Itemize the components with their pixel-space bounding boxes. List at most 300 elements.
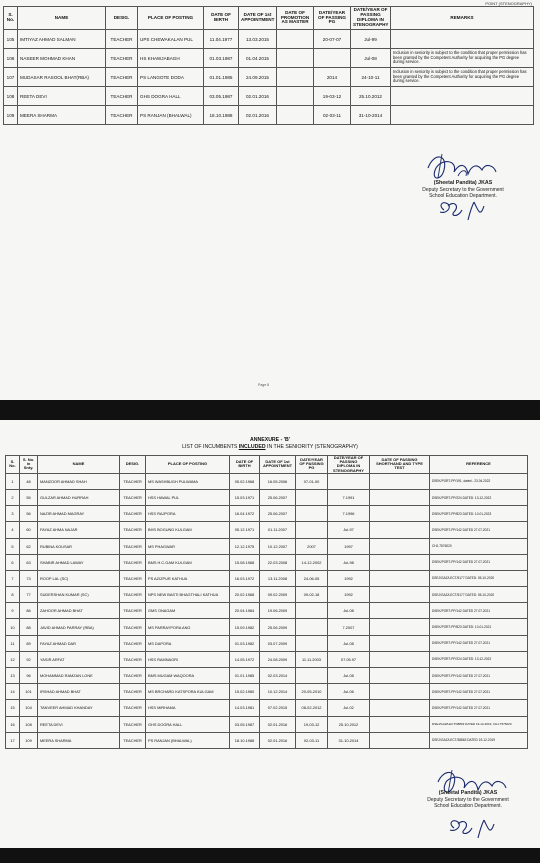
- cell-dob: 01.03.1987: [204, 49, 239, 68]
- column-header: DESIG.: [106, 7, 138, 30]
- cell-place: HSS RAJPORA: [146, 506, 230, 522]
- cell-place: HSS RAMNAGRI: [146, 651, 230, 667]
- cell-sno: 105: [4, 30, 18, 49]
- cell-snty: 92: [20, 651, 38, 667]
- column-header: DATE OF 1st APPOINTMENT: [239, 7, 277, 30]
- cell-steno: 25.10.2012: [351, 87, 391, 106]
- cell-appt: 02.03.2014: [260, 668, 296, 684]
- signatory-name: (Sheetal Pandita) JKAS: [438, 790, 498, 796]
- page-number: Page 8: [258, 383, 270, 387]
- cell-shorthand: [370, 635, 430, 651]
- cell-dob: 15.02.1980: [230, 684, 260, 700]
- cell-appt: 24.09.2015: [239, 68, 277, 87]
- cell-snty: 88: [20, 619, 38, 635]
- signatory-title: Deputy Secretary to the Government: [422, 186, 504, 193]
- cell-desig: TEACHER: [120, 522, 146, 538]
- cell-dob: 01.03.1982: [230, 635, 260, 651]
- cell-sno: 15: [6, 700, 20, 716]
- cell-desig: TEACHER: [106, 30, 138, 49]
- table-row: [6, 732, 528, 748]
- cell-snty: 63: [20, 554, 38, 570]
- table-row: [4, 87, 534, 106]
- cell-shorthand: [370, 473, 430, 489]
- cell-shorthand: [370, 716, 430, 732]
- annexure-subtitle: [0, 444, 540, 451]
- signatory-department: School Education Department.: [429, 192, 497, 199]
- cell-appt: 01.04.2015: [239, 49, 277, 68]
- table-row: [6, 716, 528, 732]
- cell-dob: 18.10.1988: [204, 106, 239, 125]
- cell-snty: 101: [20, 684, 38, 700]
- cell-snty: 62: [20, 538, 38, 554]
- cell-ref: DSEK/PORT-PP/142 DATED 27.07.2021: [430, 522, 528, 538]
- cell-steno: 1992: [328, 570, 370, 586]
- annexure-heading: [0, 437, 540, 451]
- signature-block-2: [408, 770, 528, 850]
- cell-place: UPS CHEWAKALAN PUL: [138, 30, 204, 49]
- cell-desig: TEACHER: [120, 732, 146, 748]
- cell-pg: 08-02-2012: [296, 700, 328, 716]
- cell-dob: 12.12.1975: [230, 538, 260, 554]
- cell-desig: TEACHER: [120, 635, 146, 651]
- table-row: [4, 30, 534, 49]
- cell-dob: 01.01.1985: [204, 68, 239, 87]
- cell-place: MS WASHBUGH PULWAMA: [146, 473, 230, 489]
- cell-place: PS AZIZPUR KATHUA: [146, 570, 230, 586]
- cell-appt: 02.01.2016: [260, 716, 296, 732]
- cell-steno: 31-10-2014: [328, 732, 370, 748]
- cell-steno: 7.1996: [328, 506, 370, 522]
- cell-ref: DSEK/PORT-PP/142 DATED 27.07.2021: [430, 603, 528, 619]
- cell-ref: DSEK/PORT-PP/142 DATED 27.07.2021: [430, 668, 528, 684]
- cell-place: BMS H.C.GAM KULGAM: [146, 554, 230, 570]
- table-row: [6, 700, 528, 716]
- cell-remarks: [391, 87, 534, 106]
- column-header: DATE/YEAR OF PASSING PG: [296, 456, 328, 474]
- cell-dob: 15.03.1971: [230, 489, 260, 505]
- cell-sno: 14: [6, 684, 20, 700]
- cell-steno: 7.2007: [328, 619, 370, 635]
- cell-ref: DSEK/PORT-PP/142 DATED 27.07.2021: [430, 700, 528, 716]
- cell-dob: 16.03.1972: [230, 570, 260, 586]
- table-row: [6, 489, 528, 505]
- cell-pg: [296, 603, 328, 619]
- cell-dob: 15.08.1968: [230, 554, 260, 570]
- cell-appt: 07.02.2015: [260, 700, 296, 716]
- cell-dob: 11.04.1977: [204, 30, 239, 49]
- cell-dob: 01.01.1985: [230, 668, 260, 684]
- cell-name: TANVEER AHMAD KHANDAY: [38, 700, 120, 716]
- cell-desig: TEACHER: [120, 603, 146, 619]
- cell-place: GMS ONAGAM: [146, 603, 230, 619]
- table-row: [6, 684, 528, 700]
- cell-steno: Jul-08: [328, 668, 370, 684]
- cell-snty: 86: [20, 603, 38, 619]
- cell-snty: 48: [20, 473, 38, 489]
- cell-place: GHS DOGRA HALL: [146, 716, 230, 732]
- cell-steno: 1992: [328, 587, 370, 603]
- cell-desig: TEACHER: [120, 506, 146, 522]
- cell-desig: TEACHER: [106, 87, 138, 106]
- cell-remarks: Inclusion in seniority is subject to the condition that proper permission has been granted by the Competent Authority for acquiring the PG degree during service.: [391, 68, 534, 87]
- cell-name: GULZAR AHMAD HURRAH: [38, 489, 120, 505]
- annexure-title: ANNEXURE - 'B': [250, 437, 290, 443]
- cell-name: ZAHOOR AHMAD BHAT: [38, 603, 120, 619]
- cell-ref: DSEK/PORT-PP/224 DATED: 13-12-2022: [430, 651, 528, 667]
- cell-name: YASIR ARFAT: [38, 651, 120, 667]
- table-row: [4, 49, 534, 68]
- cell-shorthand: [370, 554, 430, 570]
- cell-pg: 07-01-00: [296, 473, 328, 489]
- cell-appt: 02.01.2016: [239, 87, 277, 106]
- cell-name: JAVID AHMAD PARRAY (RBA): [38, 619, 120, 635]
- cell-desig: TEACHER: [120, 651, 146, 667]
- cell-ref: DSEJ/GAZ/LECT/5177 DATED: 05-10-2020: [430, 570, 528, 586]
- cell-name: IRSHAD AHMAD BHAT: [38, 684, 120, 700]
- cell-sno: 17: [6, 732, 20, 748]
- cell-appt: 25.06.2007: [260, 489, 296, 505]
- cell-place: HSS MIRHAMA: [146, 700, 230, 716]
- cell-steno: 31-10-2014: [351, 106, 391, 125]
- table-row: [6, 538, 528, 554]
- cell-appt: 01.11.2007: [260, 522, 296, 538]
- signature-image: [408, 770, 528, 850]
- cell-pg: [296, 522, 328, 538]
- cell-sno: 106: [4, 49, 18, 68]
- cell-appt: 13.11.2008: [260, 570, 296, 586]
- column-header: DATE OF BIRTH: [204, 7, 239, 30]
- cell-snty: 77: [20, 587, 38, 603]
- cell-name: SUDERSHAN KUMAR (SC): [38, 587, 120, 603]
- table-row: [4, 68, 534, 87]
- cell-place: BHS BOGUND KULGAM: [146, 522, 230, 538]
- cell-name: REETA DEVI: [38, 716, 120, 732]
- table-row: [6, 554, 528, 570]
- table-row: [4, 106, 534, 125]
- column-header: S. No.: [6, 456, 20, 474]
- cell-desig: TEACHER: [106, 49, 138, 68]
- cell-place: NPS NEW BASTI BHAGTHALI KATHUA: [146, 587, 230, 603]
- cell-snty: 108: [20, 716, 38, 732]
- cell-promo: [277, 30, 314, 49]
- cell-desig: TEACHER: [106, 68, 138, 87]
- cell-name: FAYAZ AHMAD DAR: [38, 635, 120, 651]
- cell-shorthand: [370, 489, 430, 505]
- cell-sno: 11: [6, 635, 20, 651]
- cell-dob: 20.02.1968: [230, 587, 260, 603]
- cell-steno: Jul-02: [328, 700, 370, 716]
- cell-promo: [277, 87, 314, 106]
- cell-shorthand: [370, 506, 430, 522]
- cell-place: MS PARRAYPORA ANG: [146, 619, 230, 635]
- cell-pg: 19-03-12: [296, 716, 328, 732]
- cell-snty: 109: [20, 732, 38, 748]
- cell-sno: 7: [6, 570, 20, 586]
- signatory-title: Deputy Secretary to the Government: [427, 796, 509, 803]
- cell-appt: 25.06.2007: [260, 506, 296, 522]
- column-header: NAME: [18, 7, 106, 30]
- column-header: DATE OF PASSING SHORTHAND AND TYPE TEST: [370, 456, 430, 474]
- cell-steno: Jul-99: [351, 30, 391, 49]
- cell-steno: Jul-08: [328, 635, 370, 651]
- cell-ref: DSEK/PORT-PP/191, dated:- 23.04.2022: [430, 473, 528, 489]
- cell-steno: 07.05.97: [328, 651, 370, 667]
- cell-sno: 6: [6, 554, 20, 570]
- table-row: [6, 522, 528, 538]
- cell-shorthand: [370, 603, 430, 619]
- subtitle-text-end: IN THE SENIORITY (STENOGRAPHY): [265, 443, 358, 450]
- cell-promo: [277, 68, 314, 87]
- cell-place: PS LANGOTE DODA: [138, 68, 204, 87]
- cell-steno: Jul-97: [328, 522, 370, 538]
- cell-place: MS BRCHARD KATSPORA KULGAM: [146, 684, 230, 700]
- cell-name: MEERA SHARMA: [38, 732, 120, 748]
- cell-promo: [277, 49, 314, 68]
- table-row: [6, 587, 528, 603]
- cell-pg: 02-03-11: [314, 106, 351, 125]
- cell-snty: 104: [20, 700, 38, 716]
- cell-sno: 107: [4, 68, 18, 87]
- cell-appt: 03.07.2009: [260, 635, 296, 651]
- cell-appt: 25.06.2009: [260, 619, 296, 635]
- cell-name: FAYAZ AHMA NAJAR: [38, 522, 120, 538]
- cell-place: PS RANJAN (BHALWAL): [146, 732, 230, 748]
- cell-sno: 10: [6, 619, 20, 635]
- cell-appt: 22.03.2008: [260, 554, 296, 570]
- cell-sno: 3: [6, 506, 20, 522]
- table-row: [6, 619, 528, 635]
- cell-name: NAZIR AHMAD MAGRAY: [38, 506, 120, 522]
- column-header: DATE/YEAR OF PASSING DIPLOMA IN STENOGRAPHY: [328, 456, 370, 474]
- cell-steno: Jul-08: [328, 603, 370, 619]
- cell-ref: DSEK/PORT-PP/823 DATED: 10-01-2023: [430, 506, 528, 522]
- cell-sno: 12: [6, 651, 20, 667]
- signatory-name: (Sheetal Pandita) JKAS: [433, 180, 493, 186]
- cell-pg: [296, 619, 328, 635]
- cell-remarks: [391, 30, 534, 49]
- cell-pg: 02-03-11: [296, 732, 328, 748]
- signatory-department: School Education Department.: [434, 802, 502, 809]
- cell-name: IMTIYAZ AHMAD SALMAN: [18, 30, 106, 49]
- cell-desig: TEACHER: [120, 684, 146, 700]
- subtitle-text: LIST OF INCUMBENTS: [182, 443, 239, 450]
- cell-ref: DSEK/PORT-PP/224 DATED: 13-12-2022: [430, 489, 528, 505]
- cell-sno: 5: [6, 538, 20, 554]
- cell-sno: 9: [6, 603, 20, 619]
- cell-name: MEERA SHARMA: [18, 106, 106, 125]
- cell-desig: TEACHER: [120, 489, 146, 505]
- document-page-1: [0, 0, 540, 400]
- cell-shorthand: [370, 538, 430, 554]
- cell-place: HSS HAWAL PUL: [146, 489, 230, 505]
- table-row: [6, 668, 528, 684]
- cell-steno: Jul-98: [328, 554, 370, 570]
- column-header: S. No.: [4, 7, 18, 30]
- cell-ref: DSEJ/GAZ/LECT/38863 DATED 19-12-2019: [430, 732, 528, 748]
- cell-appt: 19.06.2009: [260, 603, 296, 619]
- cell-place: HS KHAWJABAGH: [138, 49, 204, 68]
- cell-shorthand: [370, 570, 430, 586]
- cell-appt: 09.02.2009: [260, 587, 296, 603]
- cell-shorthand: [370, 732, 430, 748]
- cell-dob: 05.12.1971: [230, 522, 260, 538]
- cell-snty: 60: [20, 522, 38, 538]
- cell-appt: 10.12.2007: [260, 538, 296, 554]
- cell-name: MANZOOR AHMAD SHAH: [38, 473, 120, 489]
- signature-block-1: [408, 150, 518, 230]
- cell-appt: 02.01.2016: [260, 732, 296, 748]
- cell-ref: CHJ-7576020: [430, 538, 528, 554]
- page-corner-label: POINT (STENOGRAPHY): [485, 1, 532, 6]
- table-header-row: [4, 7, 534, 30]
- cell-remarks: [391, 106, 534, 125]
- cell-steno: 1997: [328, 538, 370, 554]
- cell-desig: TEACHER: [120, 570, 146, 586]
- cell-pg: 2007: [296, 538, 328, 554]
- cell-dob: 03.05.1987: [230, 716, 260, 732]
- cell-desig: TEACHER: [120, 587, 146, 603]
- cell-appt: 24.08.2009: [260, 651, 296, 667]
- column-header: REFERENCE: [430, 456, 528, 474]
- subtitle-emphasis: INCLUDED: [238, 443, 266, 450]
- column-header: PLACE OF POSTING: [138, 7, 204, 30]
- column-header: DATE/YEAR OF PASSING DIPLOMA IN STENOGRAPHY: [351, 7, 391, 30]
- cell-appt: 10.12.2014: [260, 684, 296, 700]
- cell-snty: 56: [20, 506, 38, 522]
- table-row: [6, 506, 528, 522]
- cell-desig: TEACHER: [120, 473, 146, 489]
- cell-shorthand: [370, 651, 430, 667]
- table-row: [6, 473, 528, 489]
- cell-pg: [296, 489, 328, 505]
- cell-name: REETA DEVI: [18, 87, 106, 106]
- cell-appt: 13.03.2015: [239, 30, 277, 49]
- cell-pg: 20-05-2010: [296, 684, 328, 700]
- column-header: DATE OF PROMOTION AS MASTER: [277, 7, 314, 30]
- cell-desig: TEACHER: [120, 619, 146, 635]
- cell-sno: 109: [4, 106, 18, 125]
- cell-sno: 8: [6, 587, 20, 603]
- column-header: S. No. in Snty.: [20, 456, 38, 474]
- cell-dob: 18.10.1988: [230, 732, 260, 748]
- cell-pg: 09-02-18: [296, 587, 328, 603]
- cell-sno: 1: [6, 473, 20, 489]
- cell-ref: DSEJ/GAZ/LECT/5177 DATED: 05-10-2020: [430, 587, 528, 603]
- cell-sno: 4: [6, 522, 20, 538]
- cell-name: MOHAMMAD RAMZAN LONE: [38, 668, 120, 684]
- cell-shorthand: [370, 700, 430, 716]
- cell-pg: [314, 49, 351, 68]
- cell-shorthand: [370, 668, 430, 684]
- cell-snty: 96: [20, 668, 38, 684]
- cell-steno: Jul-08: [351, 49, 391, 68]
- column-header: NAME: [38, 456, 120, 474]
- cell-dob: 14.05.1972: [230, 651, 260, 667]
- cell-remarks: Inclusion in seniority is subject to the condition that proper permission has been granted by the Competent Authority for acquiring the PG degree during service.: [391, 49, 534, 68]
- cell-pg: 24-06-05: [296, 570, 328, 586]
- cell-name: ROOP LAL (SC): [38, 570, 120, 586]
- cell-desig: TEACHER: [120, 554, 146, 570]
- cell-dob: 20.04.1984: [230, 603, 260, 619]
- cell-sno: 16: [6, 716, 20, 732]
- cell-dob: 03.05.1987: [204, 87, 239, 106]
- cell-steno: 7.1991: [328, 489, 370, 505]
- cell-pg: 20-07-07: [314, 30, 351, 49]
- cell-snty: 55: [20, 489, 38, 505]
- cell-steno: 24-10-11: [351, 68, 391, 87]
- cell-desig: TEACHER: [120, 538, 146, 554]
- column-header: PLACE OF POSTING: [146, 456, 230, 474]
- cell-snty: 73: [20, 570, 38, 586]
- table-row: [6, 651, 528, 667]
- cell-ref: DSEK/PORT-PP/823 DATED: 10-01-2021: [430, 619, 528, 635]
- cell-place: BMS MUGAM WAQOORA: [146, 668, 230, 684]
- cell-appt: 16.05.2006: [260, 473, 296, 489]
- cell-desig: TEACHER: [120, 716, 146, 732]
- cell-dob: 16.04.1972: [230, 506, 260, 522]
- cell-pg: 19-03-12: [314, 87, 351, 106]
- cell-steno: [328, 473, 370, 489]
- cell-pg: 2014: [314, 68, 351, 87]
- cell-name: SHABIR AHMAD LAWAY: [38, 554, 120, 570]
- cell-shorthand: [370, 522, 430, 538]
- cell-sno: 108: [4, 87, 18, 106]
- cell-shorthand: [370, 684, 430, 700]
- cell-place: PS RANJAN (BHALWAL): [138, 106, 204, 125]
- cell-shorthand: [370, 587, 430, 603]
- cell-steno: 25.10.2012: [328, 716, 370, 732]
- cell-ref: DSEK/PORT-PP/142 DATED 27.07.2021: [430, 684, 528, 700]
- cell-ref: DSEK/PORT-PP/142 DATED 27.07.2021: [430, 554, 528, 570]
- cell-dob: 15.09.1982: [230, 619, 260, 635]
- cell-pg: 14-12-2002: [296, 554, 328, 570]
- cell-name: MUDASAR RASOOL BHAT(RBA): [18, 68, 106, 87]
- cell-ref: DSEK/PORT-PP/142 DATED 27.07.2021: [430, 635, 528, 651]
- seniority-table-page-1: [3, 6, 534, 125]
- cell-promo: [277, 106, 314, 125]
- cell-place: MS PHAGWAR: [146, 538, 230, 554]
- cell-sno: 13: [6, 668, 20, 684]
- cell-snty: 89: [20, 635, 38, 651]
- cell-dob: 05.02.1968: [230, 473, 260, 489]
- column-header: REMARKS: [391, 7, 534, 30]
- cell-place: MS DAPORA: [146, 635, 230, 651]
- cell-dob: 14.03.1981: [230, 700, 260, 716]
- cell-appt: 02.01.2016: [239, 106, 277, 125]
- cell-name: NASEER MOHMAD KHAN: [18, 49, 106, 68]
- column-header: DATE OF 1st APPOINTMENT: [260, 456, 296, 474]
- column-header: DATE OF BIRTH: [230, 456, 260, 474]
- cell-desig: TEACHER: [120, 668, 146, 684]
- cell-place: GHS DOGRA HALL: [138, 87, 204, 106]
- cell-pg: [296, 635, 328, 651]
- cell-desig: TEACHER: [106, 106, 138, 125]
- cell-desig: TEACHER: [120, 700, 146, 716]
- column-header: DATE/YEAR OF PASSING PG: [314, 7, 351, 30]
- cell-name: RUBINA KOUSAR: [38, 538, 120, 554]
- cell-steno: Jul-06: [328, 684, 370, 700]
- seniority-table-annexure-b: [5, 455, 528, 749]
- cell-pg: [296, 668, 328, 684]
- table-row: [6, 635, 528, 651]
- table-header-row: [6, 456, 528, 474]
- cell-shorthand: [370, 619, 430, 635]
- cell-ref: DSEJ/GAZ/LECT/38863 DATED 19-12-2019, CHJ-7576020: [430, 716, 528, 732]
- table-row: [6, 570, 528, 586]
- column-header: DESIG.: [120, 456, 146, 474]
- cell-sno: 2: [6, 489, 20, 505]
- cell-pg: [296, 506, 328, 522]
